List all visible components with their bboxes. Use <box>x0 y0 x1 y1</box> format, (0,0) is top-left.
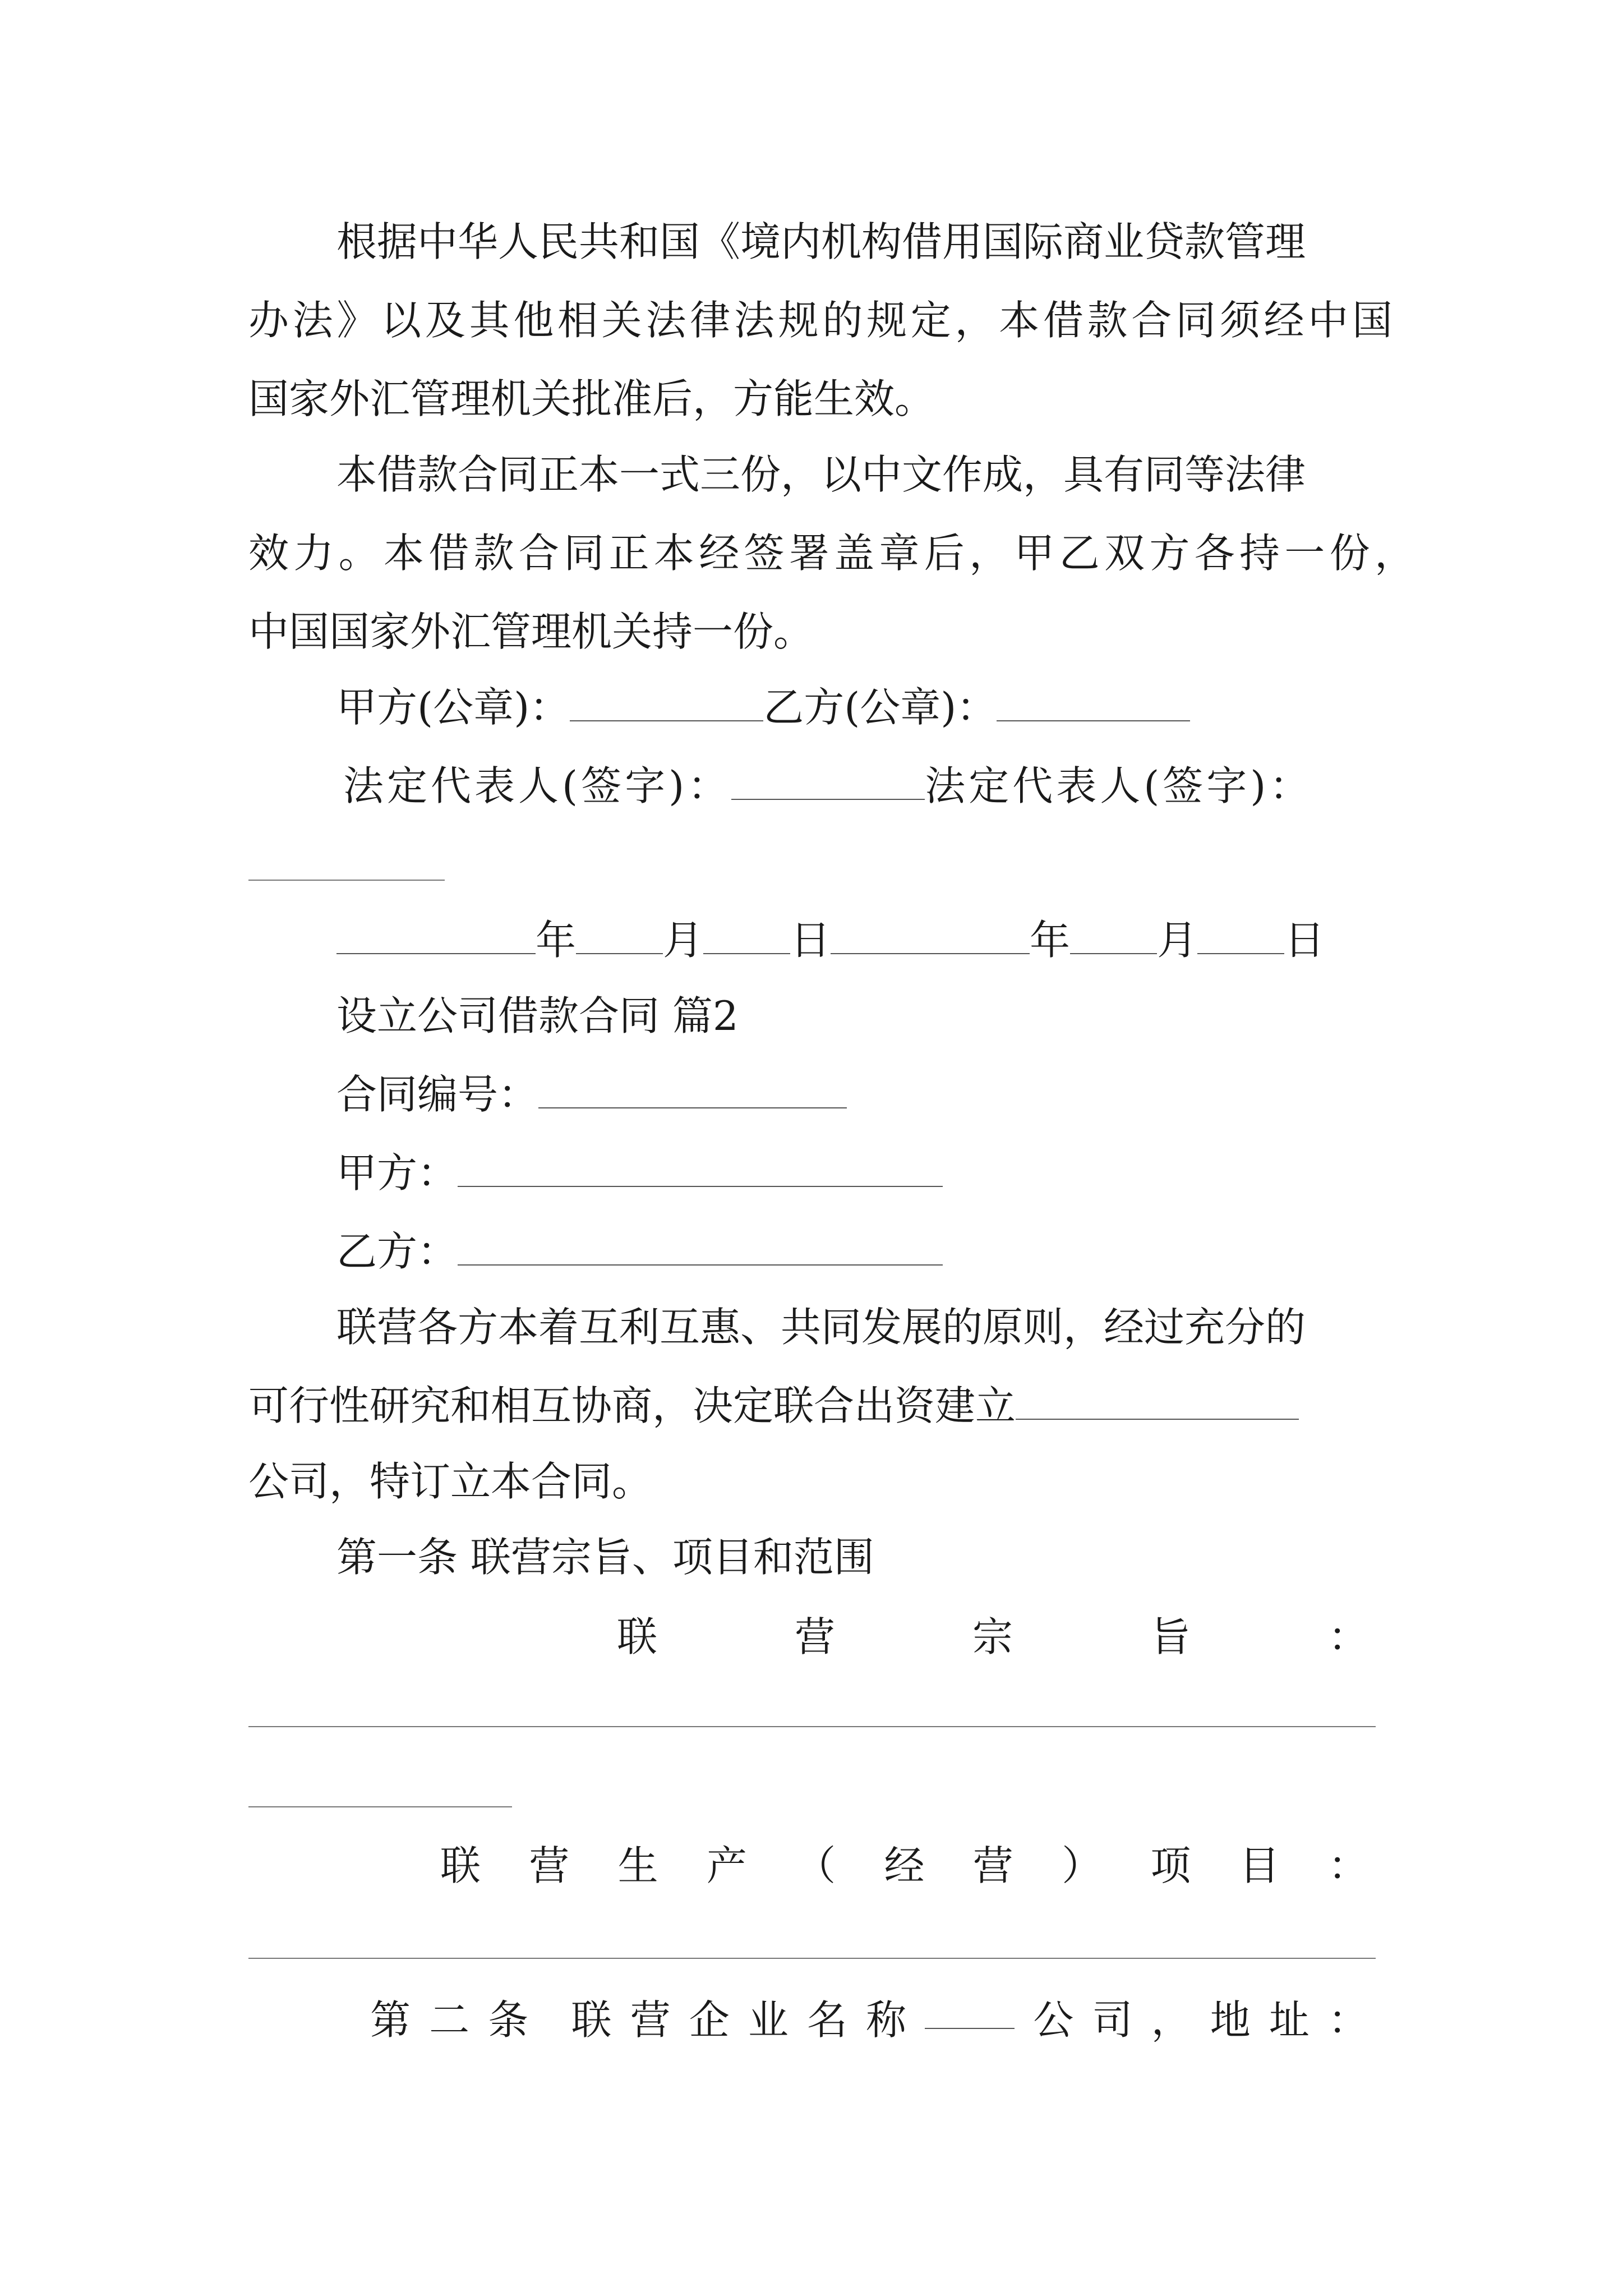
representative-line <box>343 762 1313 809</box>
date-a-month-blank <box>576 925 663 954</box>
project-char: 目 <box>1239 1842 1280 1889</box>
article-2-char: 公 <box>1033 1996 1074 2044</box>
party-a-blank <box>458 1158 943 1187</box>
paragraph-1-line-2: 办法》以及其他相关法律法规的规定，本借款合同须经中国 <box>248 297 1393 344</box>
date-a-year: 年 <box>536 917 577 964</box>
purpose-char: 旨 <box>1150 1613 1191 1660</box>
purpose-line <box>617 1613 1368 1660</box>
party-b-seal-label: 乙方(公章)： <box>763 684 997 731</box>
paragraph-2-line-1: 本借款合同正本一式三份，以中文作成，具有同等法律 <box>336 451 1306 498</box>
intro-line-1: 联营各方本着互利互惠、共同发展的原则，经过充分的 <box>336 1304 1306 1351</box>
article-2-char: 营 <box>630 1996 671 2044</box>
paragraph-1-line-1: 根据中华人民共和国《境内机构借用国际商业贷款管理 <box>336 218 1306 265</box>
project-char: （ <box>795 1842 836 1889</box>
date-b-day-blank <box>1197 925 1284 954</box>
article-2-char: 联 <box>571 1996 612 2044</box>
project-char: ） <box>1062 1842 1103 1889</box>
intro-line-3: 公司，特订立本合同。 <box>248 1458 653 1505</box>
date-b-year-blank <box>831 925 1030 954</box>
seal-line <box>336 684 1190 731</box>
contract-number-blank <box>538 1079 847 1108</box>
date-a-year-blank <box>336 925 536 954</box>
project-char: 营 <box>529 1842 570 1889</box>
party-b-seal-blank <box>997 692 1190 721</box>
article-2-char: 条 <box>488 1996 529 2044</box>
article-2-char: 名 <box>806 1996 847 2044</box>
section-2-title: 设立公司借款合同 篇2 <box>336 992 739 1039</box>
date-b-month-blank <box>1070 925 1157 954</box>
article-2-char: 业 <box>748 1996 789 2044</box>
intro-line-2-text: 可行性研究和相互协商，决定联合出资建立 <box>248 1382 1016 1429</box>
article-2-char: ： <box>1327 1996 1368 2044</box>
rep-b-label: 法定代表人(签字)： <box>925 762 1313 809</box>
project-char: 项 <box>1150 1842 1191 1889</box>
rep-a-blank <box>731 771 925 800</box>
article-2-char: 称 <box>866 1996 907 2044</box>
project-blank <box>248 1958 1376 1959</box>
contract-number-label: 合同编号： <box>336 1071 539 1118</box>
date-a-month: 月 <box>663 917 704 964</box>
project-char: 生 <box>617 1842 658 1889</box>
article-2-line <box>370 1996 1368 2044</box>
party-a-line <box>336 1149 943 1197</box>
intro-line-2 <box>248 1382 1299 1429</box>
project-char: 营 <box>972 1842 1013 1889</box>
contract-number-line <box>336 1071 847 1118</box>
party-b-line <box>336 1228 943 1275</box>
date-line <box>336 917 1325 964</box>
party-a-seal-label: 甲方(公章)： <box>336 684 570 731</box>
project-char: 产 <box>706 1842 747 1889</box>
date-b-day: 日 <box>1284 917 1325 964</box>
purpose-blank-2 <box>248 1806 512 1807</box>
article-2-char: 地 <box>1210 1996 1251 2044</box>
party-b-label: 乙方： <box>336 1228 458 1275</box>
company-name-blank <box>1016 1391 1299 1420</box>
party-a-label: 甲方： <box>336 1149 458 1197</box>
rep-b-blank <box>248 880 445 881</box>
date-a-day: 日 <box>790 917 831 964</box>
date-a-day-blank <box>703 925 790 954</box>
article-2-char: 企 <box>689 1996 730 2044</box>
article-1-title: 第一条 联营宗旨、项目和范围 <box>336 1534 874 1581</box>
party-a-seal-blank <box>570 692 763 721</box>
article-2-char: 第 <box>370 1996 411 2044</box>
party-b-blank <box>458 1236 943 1266</box>
purpose-char: ： <box>1327 1613 1368 1660</box>
project-char: 联 <box>440 1842 481 1889</box>
date-b-year: 年 <box>1030 917 1071 964</box>
article-2-char: 址 <box>1269 1996 1310 2044</box>
date-b-month: 月 <box>1157 917 1198 964</box>
purpose-char: 联 <box>617 1613 658 1660</box>
enterprise-name-blank <box>925 2000 1015 2029</box>
article-2-char: ， <box>1151 1996 1192 2044</box>
paragraph-2-line-3: 中国国家外汇管理机关持一份。 <box>248 608 814 655</box>
purpose-blank-1 <box>248 1726 1376 1727</box>
paragraph-2-line-2: 效力。本借款合同正本经签署盖章后，甲乙双方各持一份， <box>248 530 1415 577</box>
project-char: ： <box>1327 1842 1368 1889</box>
purpose-char: 宗 <box>972 1613 1013 1660</box>
article-2-char: 司 <box>1092 1996 1133 2044</box>
article-2-char: 二 <box>429 1996 470 2044</box>
project-char: 经 <box>884 1842 925 1889</box>
purpose-char: 营 <box>794 1613 835 1660</box>
paragraph-1-line-3: 国家外汇管理机关批准后，方能生效。 <box>248 375 935 422</box>
project-line <box>440 1842 1368 1889</box>
rep-a-label: 法定代表人(签字)： <box>343 762 732 809</box>
